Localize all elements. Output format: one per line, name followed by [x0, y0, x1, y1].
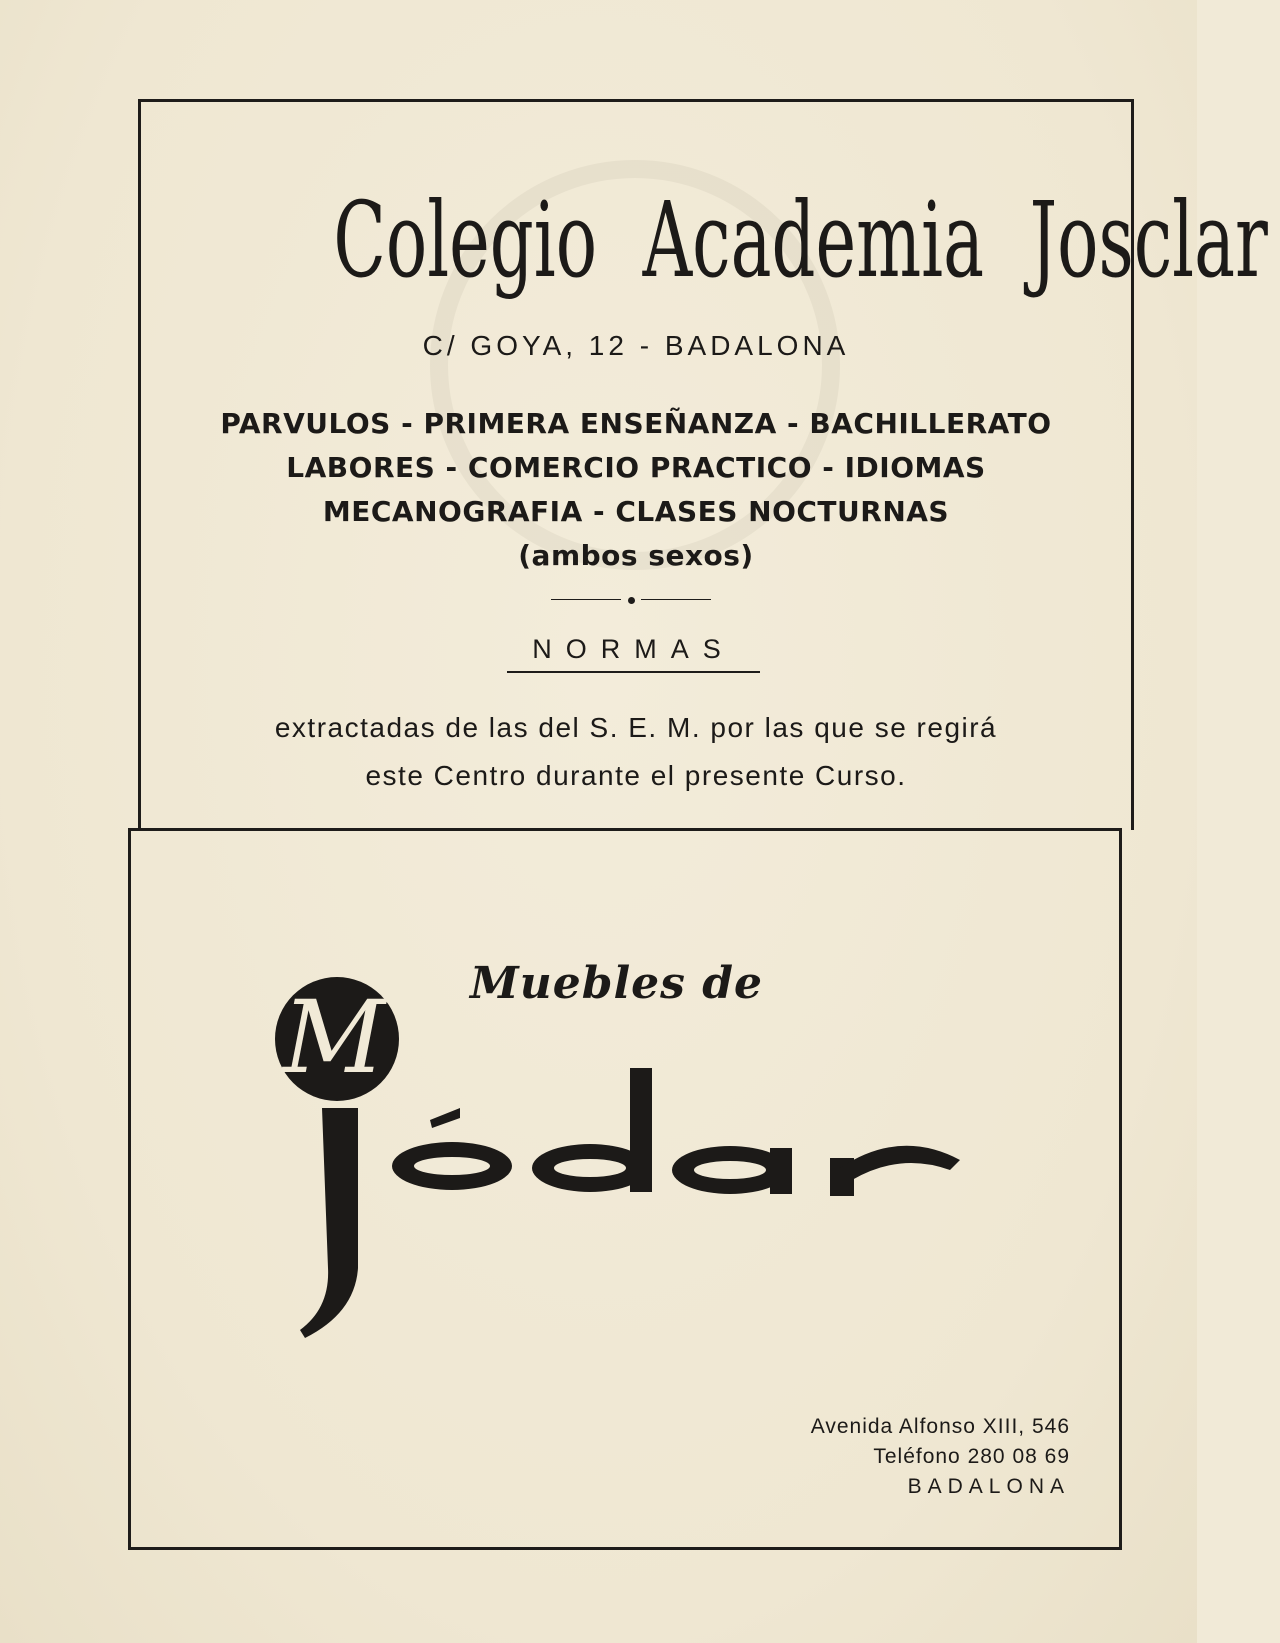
divider-ornament — [551, 597, 713, 603]
course-list — [138, 402, 1134, 578]
furniture-city: BADALONA — [907, 1475, 1070, 1498]
course-line-1: PARVULOS - PRIMERA ENSEÑANZA - BACHILLERATO — [220, 407, 1052, 440]
course-line-4: (ambos sexos) — [518, 539, 754, 572]
normas-description — [138, 704, 1134, 800]
school-title-word-1: Colegio — [333, 179, 598, 301]
course-line-2: LABORES - COMERCIO PRACTICO - IDIOMAS — [286, 451, 986, 484]
course-line-3: MECANOGRAFIA - CLASES NOCTURNAS — [322, 495, 950, 528]
furniture-tagline: Muebles de — [470, 958, 764, 1009]
school-title-word-3: Josclar — [1029, 179, 1268, 301]
furniture-contact — [740, 1412, 1070, 1502]
m-logo — [272, 974, 402, 1104]
normas-heading: NORMAS — [507, 634, 760, 673]
furniture-address: Avenida Alfonso XIII, 546 — [810, 1415, 1070, 1438]
jodar-wordmark — [300, 1108, 1020, 1338]
furniture-phone: Teléfono 280 08 69 — [873, 1445, 1070, 1468]
school-title-word-2: Academia — [642, 179, 985, 301]
school-address: C/ GOYA, 12 - BADALONA — [422, 330, 850, 361]
m-logo-letter: M — [282, 979, 386, 1096]
normas-line-1: extractadas de las del S. E. M. por las que se regirá — [274, 712, 998, 743]
normas-line-2: este Centro durante el presente Curso. — [365, 760, 907, 791]
school-title — [322, 165, 1268, 315]
jodar-brand-text: jódar — [300, 1108, 303, 1109]
